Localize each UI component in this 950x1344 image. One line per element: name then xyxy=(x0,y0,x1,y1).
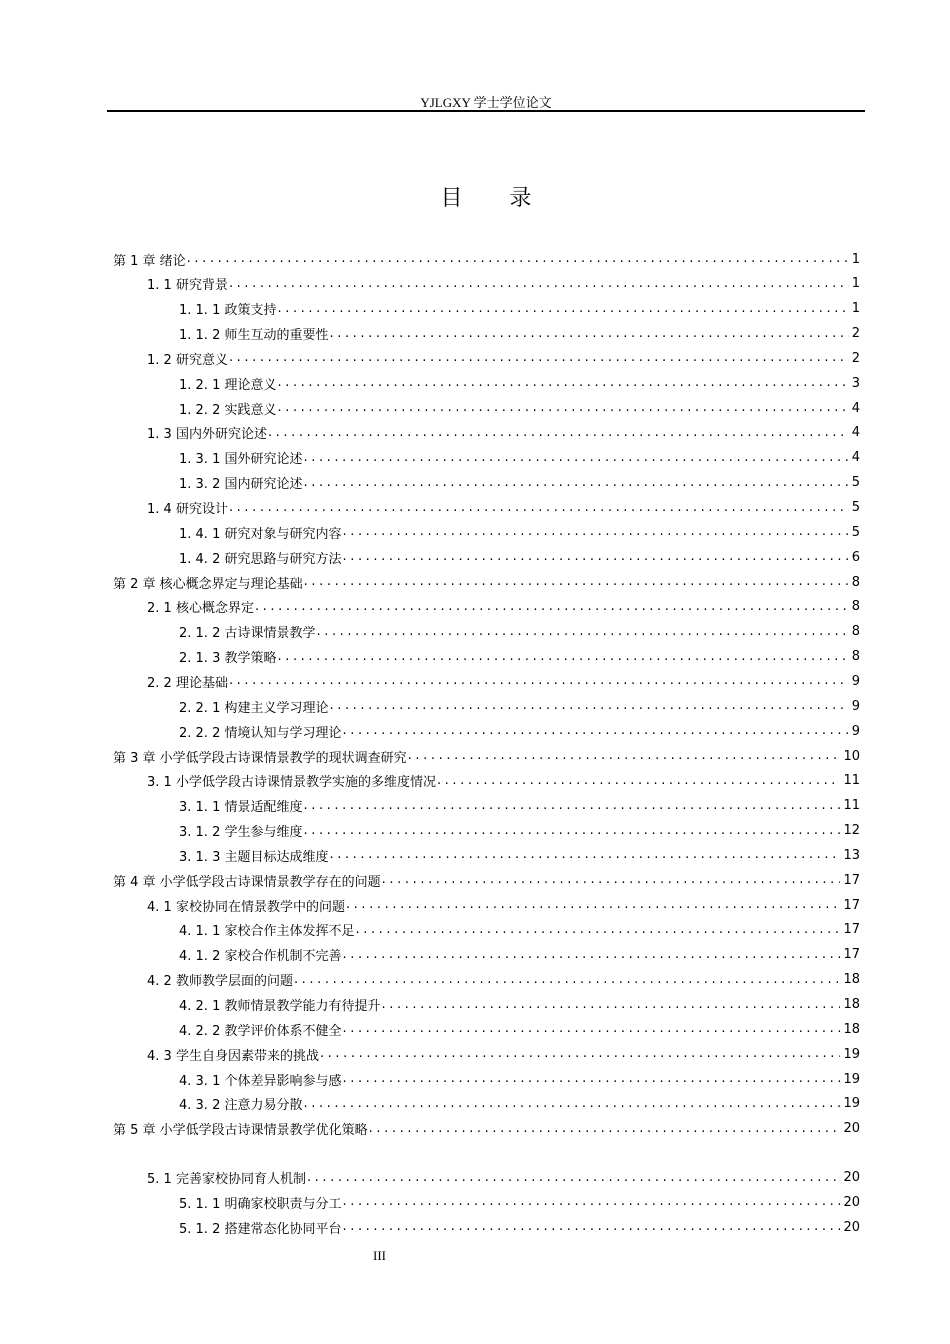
toc-entry[interactable] xyxy=(113,944,860,966)
toc-leader-dots xyxy=(277,298,848,320)
toc-entry-page: 20 xyxy=(843,1219,860,1235)
toc-entry-label: 5. 1. 2 搭建常态化协同平台 xyxy=(179,1221,342,1237)
toc-entry[interactable] xyxy=(113,894,860,916)
toc-entry-page: 20 xyxy=(843,1194,860,1210)
toc-leader-dots xyxy=(329,844,840,866)
toc-entry-page: 11 xyxy=(843,798,860,814)
toc-entry-page: 13 xyxy=(843,847,860,863)
toc-entry-page: 17 xyxy=(843,897,860,913)
toc-entry[interactable] xyxy=(113,670,860,692)
toc-entry-page: 4 xyxy=(851,400,860,416)
toc-entry-label: 3. 1 小学低学段古诗课情景教学实施的多维度情况 xyxy=(147,775,436,791)
toc-entry[interactable] xyxy=(113,770,860,792)
toc-entry-label: 1. 1. 2 师生互动的重要性 xyxy=(179,328,329,344)
toc-entry-label: 4. 3. 2 注意力易分散 xyxy=(179,1098,303,1114)
toc-entry-label: 3. 1. 3 主题目标达成维度 xyxy=(179,849,329,865)
toc-leader-dots xyxy=(329,695,848,717)
toc-entry[interactable] xyxy=(113,273,860,295)
toc-entry-page: 4 xyxy=(851,425,860,441)
toc-entry[interactable] xyxy=(113,372,860,394)
toc-leader-dots xyxy=(304,571,849,593)
toc-leader-dots xyxy=(303,1093,840,1115)
footer-page-number: III xyxy=(373,1248,386,1263)
toc-entry-label: 2. 2. 1 构建主义学习理论 xyxy=(179,700,329,716)
toc-leader-dots xyxy=(342,1068,840,1090)
toc-entry[interactable] xyxy=(113,621,860,643)
toc-leader-dots xyxy=(229,347,849,369)
toc-leader-dots xyxy=(277,397,848,419)
toc-entry-label: 第 5 章 小学低学段古诗课情景教学优化策略 xyxy=(113,1123,368,1139)
toc-entry-label: 2. 1 核心概念界定 xyxy=(147,601,254,617)
toc-entry[interactable] xyxy=(113,596,860,618)
toc-entry-page: 10 xyxy=(843,748,860,764)
header-text: YJLGXY 学士学位论文 xyxy=(420,95,552,110)
toc-entry-label: 4. 1. 1 家校合作主体发挥不足 xyxy=(179,924,355,940)
toc-entry[interactable] xyxy=(113,397,860,419)
toc-entry-page: 19 xyxy=(843,1046,860,1062)
toc-entry[interactable] xyxy=(113,546,860,568)
toc-leader-dots xyxy=(342,944,840,966)
toc-entry[interactable] xyxy=(113,1043,860,1065)
toc-entry-label: 第 3 章 小学低学段古诗课情景教学的现状调查研究 xyxy=(113,750,407,766)
toc-entry-label: 1. 2 研究意义 xyxy=(147,352,228,368)
toc-entry[interactable] xyxy=(113,1167,860,1189)
toc-entry-page: 18 xyxy=(843,1021,860,1037)
toc-entry[interactable] xyxy=(113,745,860,767)
toc-entry-label: 4. 2 教师教学层面的问题 xyxy=(147,974,293,990)
toc-entry[interactable] xyxy=(113,844,860,866)
toc-entry-page: 2 xyxy=(851,350,860,366)
toc-entry-label: 第 2 章 核心概念界定与理论基础 xyxy=(113,576,303,592)
toc-entry-label: 2. 1. 2 古诗课情景教学 xyxy=(179,626,316,642)
toc-entry-page: 8 xyxy=(851,649,860,665)
toc-leader-dots xyxy=(255,596,849,618)
toc-entry[interactable] xyxy=(113,695,860,717)
toc-leader-dots xyxy=(277,646,848,668)
toc-entry-label: 4. 2. 1 教师情景教学能力有待提升 xyxy=(179,999,381,1014)
toc-entry-page: 2 xyxy=(851,326,860,342)
toc-entry-label: 1. 2. 1 理论意义 xyxy=(179,377,277,393)
toc-entry-label: 4. 3. 1 个体差异影响参与感 xyxy=(179,1073,342,1089)
toc-entry-page: 1 xyxy=(851,251,860,267)
toc-entry-label: 1. 1. 1 政策支持 xyxy=(179,303,277,319)
toc-leader-dots xyxy=(355,919,840,941)
toc-entry[interactable] xyxy=(113,472,860,494)
toc-entry[interactable] xyxy=(113,323,860,345)
toc-leader-dots xyxy=(329,323,848,345)
toc-entry[interactable] xyxy=(113,795,860,817)
toc-entry-page: 1 xyxy=(851,276,860,292)
toc-entry-label: 5. 1. 1 明确家校职责与分工 xyxy=(179,1196,342,1212)
toc-entry-page: 5 xyxy=(851,524,860,540)
toc-entry[interactable] xyxy=(113,1068,860,1090)
toc-entry[interactable] xyxy=(113,820,860,842)
toc-entry-page: 19 xyxy=(843,1096,860,1112)
toc-entry-label: 3. 1. 1 情景适配维度 xyxy=(179,800,303,816)
toc-entry-page: 18 xyxy=(843,997,860,1012)
toc-entry[interactable] xyxy=(113,521,860,543)
toc-leader-dots xyxy=(307,1167,841,1189)
toc-entry[interactable] xyxy=(113,1093,860,1115)
toc-entry-label: 1. 4. 1 研究对象与研究内容 xyxy=(179,526,342,542)
toc-entry-page: 20 xyxy=(843,1121,860,1137)
toc-leader-dots xyxy=(268,422,849,444)
toc-entry-label: 第 1 章 绪论 xyxy=(113,253,186,269)
toc-leader-dots xyxy=(229,670,849,692)
toc-entry-label: 1. 3 国内外研究论述 xyxy=(147,427,267,443)
page-title: 目 录 xyxy=(440,186,552,211)
toc-entry-label: 第 4 章 小学低学段古诗课情景教学存在的问题 xyxy=(113,874,381,890)
toc-entry[interactable] xyxy=(113,1118,860,1140)
toc-entry[interactable] xyxy=(113,720,860,742)
toc-leader-dots xyxy=(342,720,848,742)
toc-entry[interactable] xyxy=(113,298,860,320)
toc-leader-dots xyxy=(303,820,840,842)
toc-entry-label: 1. 2. 2 实践意义 xyxy=(179,402,277,418)
toc-entry-page: 8 xyxy=(851,574,860,590)
toc-leader-dots xyxy=(342,1216,840,1238)
toc-entry-label: 2. 2 理论基础 xyxy=(147,675,228,691)
toc-entry-page: 6 xyxy=(851,549,860,565)
toc-entry-page: 4 xyxy=(851,450,860,466)
toc-leader-dots xyxy=(303,472,848,494)
toc-entry[interactable] xyxy=(113,646,860,668)
toc-leader-dots xyxy=(382,869,841,891)
toc-leader-dots xyxy=(342,1018,840,1040)
toc-entry-page: 9 xyxy=(851,698,860,714)
toc-entry-page: 9 xyxy=(851,723,860,739)
toc-entry-page: 8 xyxy=(851,624,860,640)
toc-entry[interactable] xyxy=(113,1191,860,1213)
toc-entry-label: 4. 3 学生自身因素带来的挑战 xyxy=(147,1048,319,1064)
toc-entry-label: 1. 3. 2 国内研究论述 xyxy=(179,477,303,493)
toc-leader-dots xyxy=(277,372,848,394)
toc-entry[interactable] xyxy=(113,422,860,444)
toc-entry[interactable] xyxy=(113,447,860,469)
toc-entry-label: 4. 2. 2 教学评价体系不健全 xyxy=(179,1023,342,1039)
toc-entry[interactable] xyxy=(113,869,860,891)
toc-leader-dots xyxy=(369,1118,841,1140)
toc-entry[interactable] xyxy=(113,969,860,991)
toc-entry-page: 17 xyxy=(843,872,860,888)
toc-entry-label: 1. 4. 2 研究思路与研究方法 xyxy=(179,551,342,567)
toc-leader-dots xyxy=(303,447,848,469)
toc-leader-dots xyxy=(320,1043,841,1065)
toc-entry-label: 2. 2. 2 情境认知与学习理论 xyxy=(179,725,342,741)
toc-entry-label: 3. 1. 2 学生参与维度 xyxy=(179,825,303,841)
toc-entry-label: 1. 4 研究设计 xyxy=(147,502,228,517)
toc-entry-page: 17 xyxy=(843,947,860,963)
toc-entry[interactable] xyxy=(113,994,860,1016)
toc-entry[interactable] xyxy=(113,571,860,593)
toc-entry[interactable] xyxy=(113,248,860,270)
toc-entry[interactable] xyxy=(113,1018,860,1040)
toc-entry-page: 12 xyxy=(843,823,860,839)
toc-entry-page: 11 xyxy=(843,773,860,789)
toc-entry[interactable] xyxy=(113,497,860,519)
toc-entry[interactable] xyxy=(113,1216,860,1238)
toc-entry-page: 18 xyxy=(843,972,860,988)
toc-leader-dots xyxy=(294,969,841,991)
toc-entry-page: 5 xyxy=(851,475,860,491)
toc-entry-page: 1 xyxy=(851,301,860,317)
toc-entry-page: 20 xyxy=(843,1170,860,1186)
toc-entry-label: 5. 1 完善家校协同育人机制 xyxy=(147,1172,306,1188)
toc-entry-label: 1. 3. 1 国外研究论述 xyxy=(179,452,303,468)
toc-entry[interactable] xyxy=(113,347,860,369)
toc-leader-dots xyxy=(342,1191,840,1213)
toc-leader-dots xyxy=(303,795,840,817)
toc-entry-page: 19 xyxy=(843,1071,860,1087)
toc-leader-dots xyxy=(346,894,841,916)
toc-leader-dots xyxy=(229,497,849,519)
toc-entry-page: 9 xyxy=(851,673,860,689)
header-rule xyxy=(107,110,865,112)
toc-leader-dots xyxy=(437,770,841,792)
toc-entry-label: 4. 1. 2 家校合作机制不完善 xyxy=(179,949,342,965)
toc-entry-page: 17 xyxy=(843,922,860,938)
toc-leader-dots xyxy=(342,546,848,568)
toc-entry-label: 1. 1 研究背景 xyxy=(147,278,228,294)
toc-leader-dots xyxy=(316,621,848,643)
toc-entry-label: 2. 1. 3 教学策略 xyxy=(179,651,277,667)
toc-leader-dots xyxy=(229,273,849,295)
toc-leader-dots xyxy=(381,994,840,1016)
toc-entry[interactable] xyxy=(113,919,860,941)
toc-leader-dots xyxy=(408,745,841,767)
toc-leader-dots xyxy=(187,248,849,270)
toc-entry-page: 3 xyxy=(851,375,860,391)
toc-entry-label: 4. 1 家校协同在情景教学中的问题 xyxy=(147,899,345,915)
toc-entry-page: 5 xyxy=(851,500,860,515)
toc-leader-dots xyxy=(342,521,848,543)
toc-entry-page: 8 xyxy=(851,599,860,615)
